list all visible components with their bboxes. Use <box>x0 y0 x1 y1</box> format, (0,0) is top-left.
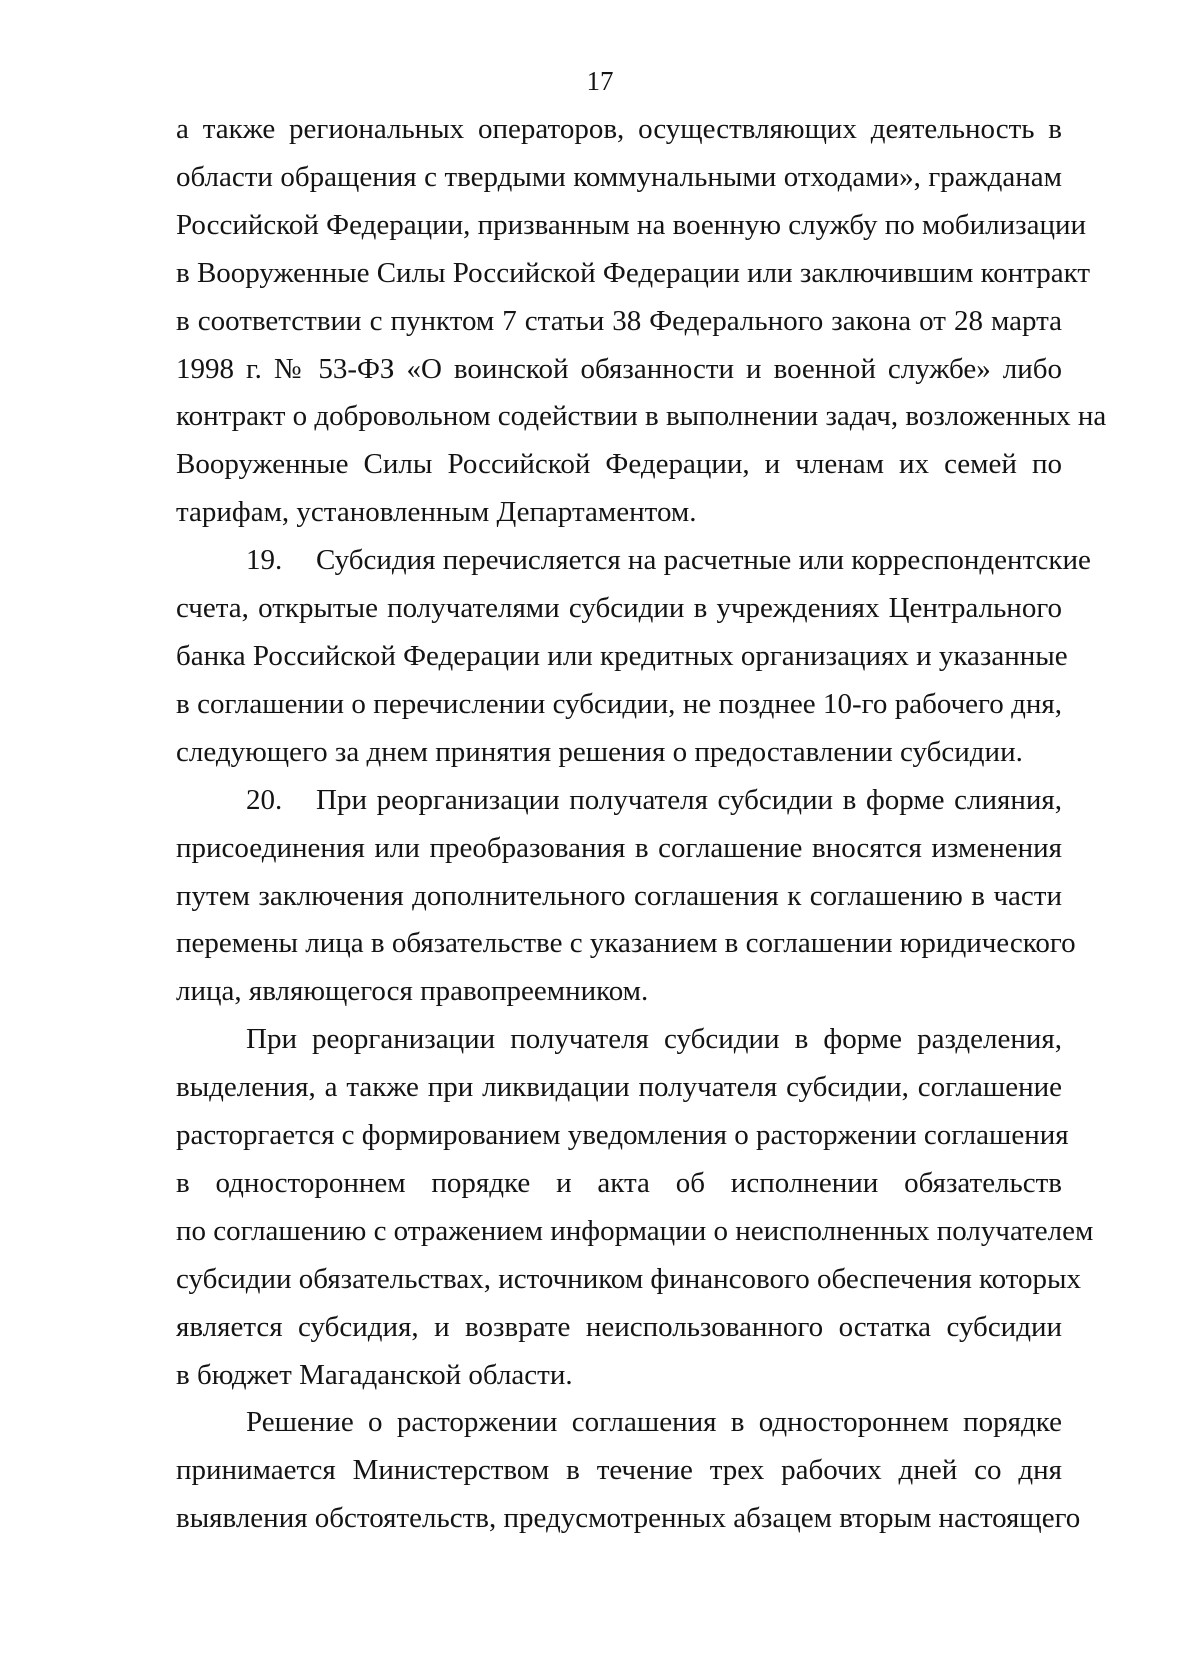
line-text: выявления обстоятельств, предусмотренных абзацем вторым настоящего <box>176 1502 1081 1535</box>
line-text: в бюджет Магаданской области. <box>176 1358 573 1391</box>
text-line <box>176 1495 1081 1543</box>
text-line <box>176 1208 1094 1256</box>
line-text: лица, являющегося правопреемником. <box>176 975 649 1008</box>
line-text: Субсидия перечисляется на расчетные или корреспондентские <box>316 544 1091 577</box>
text-line <box>176 1399 1062 1447</box>
text-line <box>176 393 1107 441</box>
text-line <box>176 298 1062 346</box>
document-body <box>176 106 1107 1543</box>
item-number: 20. <box>246 783 283 816</box>
text-line <box>176 106 1062 154</box>
text-line <box>176 1447 1062 1495</box>
text-line <box>176 489 1062 537</box>
text-line <box>176 1256 1082 1304</box>
text-line <box>176 1352 1062 1400</box>
line-text: перемены лица в обязательстве с указанием в соглашении юридического <box>176 927 1076 960</box>
text-line <box>176 441 1062 489</box>
text-line <box>176 777 1062 825</box>
line-text: выделения, а также при ликвидации получателя субсидии, соглашение <box>176 1071 1062 1104</box>
line-text: При реорганизации получателя субсидии в форме разделения, <box>246 1023 1062 1056</box>
line-text: тарифам, установленным Департаментом. <box>176 496 697 529</box>
text-line <box>176 202 1087 250</box>
text-line <box>176 537 1091 585</box>
line-text: субсидии обязательствах, источником финансового обеспечения которых <box>176 1262 1082 1295</box>
line-text: контракт о добровольном содействии в выполнении задач, возложенных на <box>176 400 1107 433</box>
line-text: При реорганизации получателя субсидии в форме слияния, <box>316 783 1062 816</box>
text-line <box>176 250 1091 298</box>
item-number: 19. <box>246 544 283 577</box>
line-text: является субсидия, и возврате неиспользованного остатка субсидии <box>176 1310 1062 1343</box>
text-line <box>176 825 1062 873</box>
paragraph-item-20-part-2 <box>176 1016 1094 1399</box>
line-text: Вооруженные Силы Российской Федерации, и членам их семей по <box>176 448 1062 481</box>
line-text: присоединения или преобразования в соглашение вносятся изменения <box>176 831 1062 864</box>
line-text: путем заключения дополнительного соглашения к соглашению в части <box>176 879 1062 912</box>
page-number: 17 <box>586 66 614 96</box>
paragraph-item-19 <box>176 537 1091 777</box>
text-line <box>176 1160 1062 1208</box>
text-line <box>176 1064 1062 1112</box>
line-text: Российской Федерации, призванным на военную службу по мобилизации <box>176 208 1087 241</box>
line-text: принимается Министерством в течение трех рабочих дней со дня <box>176 1454 1062 1487</box>
line-text: в соответствии с пунктом 7 статьи 38 Федерального закона от 28 марта <box>176 304 1062 337</box>
line-text: следующего за днем принятия решения о предоставлении субсидии. <box>176 735 1023 768</box>
text-line <box>176 1304 1062 1352</box>
text-line <box>176 1016 1062 1064</box>
text-line <box>176 585 1062 633</box>
line-text: 1998 г. № 53-ФЗ «О воинской обязанности и военной службе» либо <box>176 352 1062 385</box>
line-text: области обращения с твердыми коммунальными отходами», гражданам <box>176 160 1062 193</box>
text-line <box>176 729 1062 777</box>
text-line <box>176 681 1062 729</box>
line-text: по соглашению с отражением информации о неисполненных получателем <box>176 1214 1094 1247</box>
line-text: а также региональных операторов, осуществляющих деятельность в <box>176 113 1062 145</box>
text-line <box>176 920 1076 968</box>
paragraph-continuation <box>176 106 1107 537</box>
line-text: расторгается с формированием уведомления о расторжении соглашения <box>176 1119 1069 1152</box>
text-line <box>176 154 1062 202</box>
line-text: в соглашении о перечислении субсидии, не позднее 10-го рабочего дня, <box>176 687 1062 720</box>
line-text: Решение о расторжении соглашения в одностороннем порядке <box>246 1406 1062 1439</box>
text-line <box>176 633 1068 681</box>
line-text: в одностороннем порядке и акта об исполнении обязательств <box>176 1166 1062 1199</box>
line-text: банка Российской Федерации или кредитных организациях и указанные <box>176 639 1068 672</box>
paragraph-item-20 <box>176 777 1076 1017</box>
text-line <box>176 1112 1069 1160</box>
line-text: в Вооруженные Силы Российской Федерации или заключившим контракт <box>176 256 1091 289</box>
paragraph-item-20-part-3 <box>176 1399 1081 1543</box>
text-line <box>176 968 1062 1016</box>
text-line <box>176 873 1062 921</box>
text-line <box>176 346 1062 394</box>
line-text: счета, открытые получателями субсидии в учреждениях Центрального <box>176 592 1062 625</box>
